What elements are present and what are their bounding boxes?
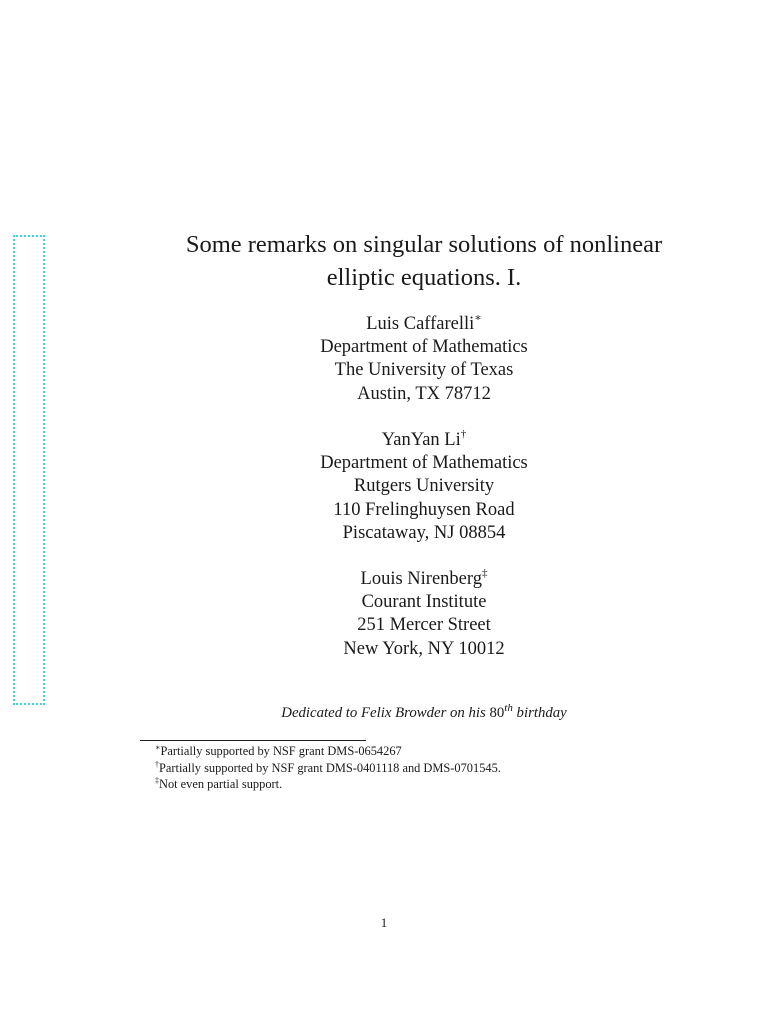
- affiliation-line: 251 Mercer Street: [357, 615, 491, 636]
- footnote-mark: †: [155, 759, 159, 769]
- affiliation-line: New York, NY 10012: [343, 638, 505, 659]
- dedication-text-before: Dedicated to Felix Browder on his: [281, 705, 490, 721]
- title-line-2: elliptic equations. I.: [326, 264, 522, 291]
- affiliation-line: Piscataway, NJ 08854: [342, 522, 506, 543]
- footnote: [155, 776, 715, 793]
- affiliation-line: Department of Mathematics: [320, 337, 528, 358]
- affiliation-line: 110 Frelinghuysen Road: [333, 499, 515, 520]
- footnote: [155, 743, 715, 760]
- footnote-mark: ‡: [481, 566, 488, 579]
- footnotes: [155, 743, 715, 793]
- arxiv-stamp-box: [13, 235, 45, 705]
- affiliation-line: Department of Mathematics: [320, 453, 528, 474]
- dedication-ordinal: th: [504, 702, 513, 715]
- footnote-text: Partially supported by NSF grant DMS-0654267: [160, 744, 402, 758]
- page-number: 1: [380, 915, 388, 930]
- footnote-text: Not even partial support.: [159, 777, 283, 791]
- footnote-mark: ∗: [155, 742, 161, 752]
- affiliation-line: Rutgers University: [353, 476, 495, 497]
- author-block-nirenberg: [224, 568, 624, 661]
- author-name: Louis Nirenberg‡: [360, 566, 488, 589]
- author-name: YanYan Li†: [381, 427, 467, 450]
- paper-title: [130, 228, 718, 294]
- affiliation-line: The University of Texas: [334, 360, 514, 381]
- dedication-number: 80: [489, 705, 505, 721]
- author-name: Luis Caffarelli∗: [366, 311, 482, 334]
- dedication: [150, 703, 698, 723]
- footnote-mark: ∗: [474, 311, 482, 324]
- dedication-text-after: birthday: [512, 705, 567, 721]
- affiliation-line: Austin, TX 78712: [357, 383, 491, 404]
- footnote-mark: ‡: [155, 775, 159, 785]
- affiliation-line: Courant Institute: [361, 592, 487, 613]
- author-block-li: [224, 429, 624, 545]
- footnote-rule: [140, 740, 366, 741]
- footnote: [155, 760, 715, 777]
- footnote-mark: †: [460, 427, 467, 440]
- author-block-caffarelli: [224, 313, 624, 406]
- footnote-text: Partially supported by NSF grant DMS-0401118 and DMS-0701545.: [159, 760, 501, 775]
- title-line-1: Some remarks on singular solutions of nonlinear: [185, 231, 663, 258]
